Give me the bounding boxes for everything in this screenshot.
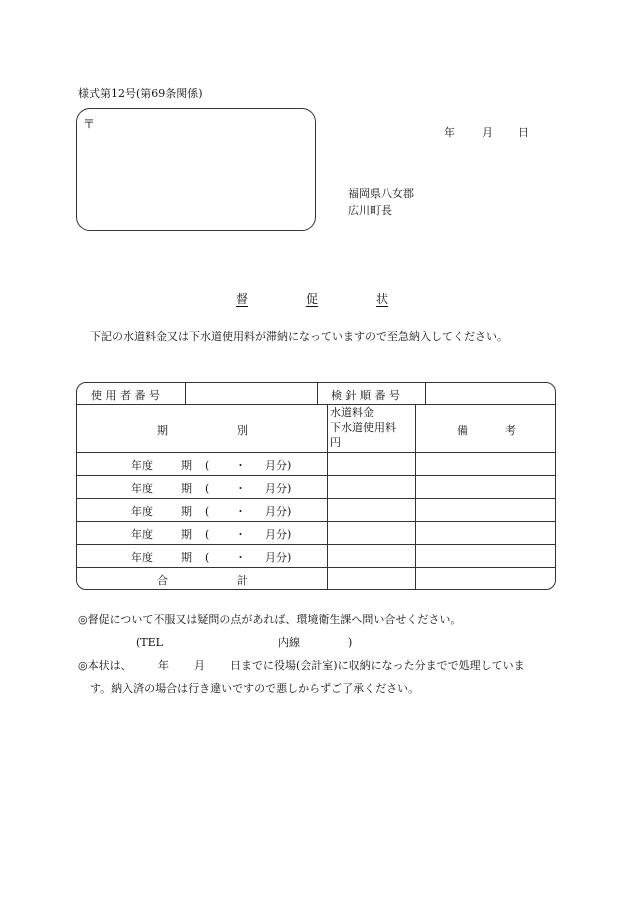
amount-header-yen: 円 xyxy=(330,436,341,449)
period-header-2: 別 xyxy=(237,424,248,437)
processing-month: 月 xyxy=(194,659,205,672)
date-day-label: 日 xyxy=(518,126,529,139)
contact-line xyxy=(136,632,352,654)
form-number: 様式第12号(第69条関係) xyxy=(78,87,203,100)
row-month: 月分) xyxy=(265,528,292,541)
processing-note-line-1 xyxy=(78,655,525,677)
row-nendo: 年度 xyxy=(131,551,153,564)
row-month: 月分) xyxy=(265,482,292,495)
sender-block xyxy=(348,185,414,219)
col-divider xyxy=(185,383,186,404)
amount-header xyxy=(330,405,396,450)
row-open-paren: ( xyxy=(205,551,210,564)
title-char-3: 状 xyxy=(376,292,389,306)
row-divider xyxy=(77,567,556,568)
processing-note-line-2: す。納入済の場合は行き違いですので悪しからずご了承ください。 xyxy=(90,682,420,695)
postal-mark: 〒 xyxy=(83,117,96,131)
period-row xyxy=(131,480,291,496)
row-open-paren: ( xyxy=(205,482,210,495)
row-nendo: 年度 xyxy=(131,482,153,495)
processing-year: 年 xyxy=(158,659,169,672)
total-label-2: 計 xyxy=(237,574,248,587)
row-ki: 期 xyxy=(181,459,192,472)
billing-table xyxy=(76,382,556,590)
col-divider xyxy=(317,383,318,404)
row-nendo: 年度 xyxy=(131,459,153,472)
col-divider xyxy=(415,404,416,590)
row-dot: ・ xyxy=(235,528,246,541)
row-nendo: 年度 xyxy=(131,505,153,518)
row-ki: 期 xyxy=(181,551,192,564)
address-box xyxy=(76,108,316,231)
col-divider xyxy=(327,404,328,590)
amount-header-sewer: 下水道使用料 xyxy=(330,421,396,434)
close-paren: ) xyxy=(348,636,353,649)
row-nendo: 年度 xyxy=(131,528,153,541)
amount-header-water: 水道料金 xyxy=(330,406,374,419)
title-char-2: 促 xyxy=(306,292,319,306)
title-char-1: 督 xyxy=(236,292,249,306)
inquiry-note: ◎督促について不服又は疑問の点があれば、環境衛生課へ問い合せください。 xyxy=(78,613,462,626)
row-dot: ・ xyxy=(235,505,246,518)
period-row xyxy=(131,457,291,473)
col-divider xyxy=(425,383,426,404)
remarks-header-2: 考 xyxy=(505,424,516,437)
extension-label: 内線 xyxy=(278,636,300,649)
row-divider xyxy=(77,404,556,405)
row-dot: ・ xyxy=(235,482,246,495)
total-label-1: 合 xyxy=(157,574,168,587)
document-title xyxy=(236,290,388,307)
row-ki: 期 xyxy=(181,505,192,518)
sender-line-1: 福岡県八女郡 xyxy=(348,187,414,200)
issue-date xyxy=(444,124,529,140)
row-month: 月分) xyxy=(265,551,292,564)
date-month-label: 月 xyxy=(482,126,493,139)
row-open-paren: ( xyxy=(205,505,210,518)
row-month: 月分) xyxy=(265,505,292,518)
period-row xyxy=(131,526,291,542)
row-open-paren: ( xyxy=(205,459,210,472)
row-open-paren: ( xyxy=(205,528,210,541)
row-dot: ・ xyxy=(235,459,246,472)
period-header-1: 期 xyxy=(157,424,168,437)
sender-line-2: 広川町長 xyxy=(348,204,392,217)
row-dot: ・ xyxy=(235,551,246,564)
row-divider xyxy=(77,452,556,453)
user-number-label: 使 用 者 番 号 xyxy=(91,389,160,402)
date-year-label: 年 xyxy=(444,126,455,139)
row-divider xyxy=(77,521,556,522)
row-divider xyxy=(77,475,556,476)
meter-order-label: 検 針 順 番 号 xyxy=(331,389,400,402)
tel-label: (TEL xyxy=(136,636,163,649)
processing-intro: ◎本状は、 xyxy=(78,659,132,672)
row-ki: 期 xyxy=(181,528,192,541)
remarks-header-1: 備 xyxy=(457,424,468,437)
lead-text: 下記の水道料金又は下水道使用料が滞納になっていますので至急納入してください。 xyxy=(90,330,508,343)
row-divider xyxy=(77,498,556,499)
row-divider xyxy=(77,544,556,545)
period-row xyxy=(131,549,291,565)
row-month: 月分) xyxy=(265,459,292,472)
row-ki: 期 xyxy=(181,482,192,495)
processing-rest: 日までに役場(会計室)に収納になった分までで処理していま xyxy=(230,659,525,672)
period-row xyxy=(131,503,291,519)
